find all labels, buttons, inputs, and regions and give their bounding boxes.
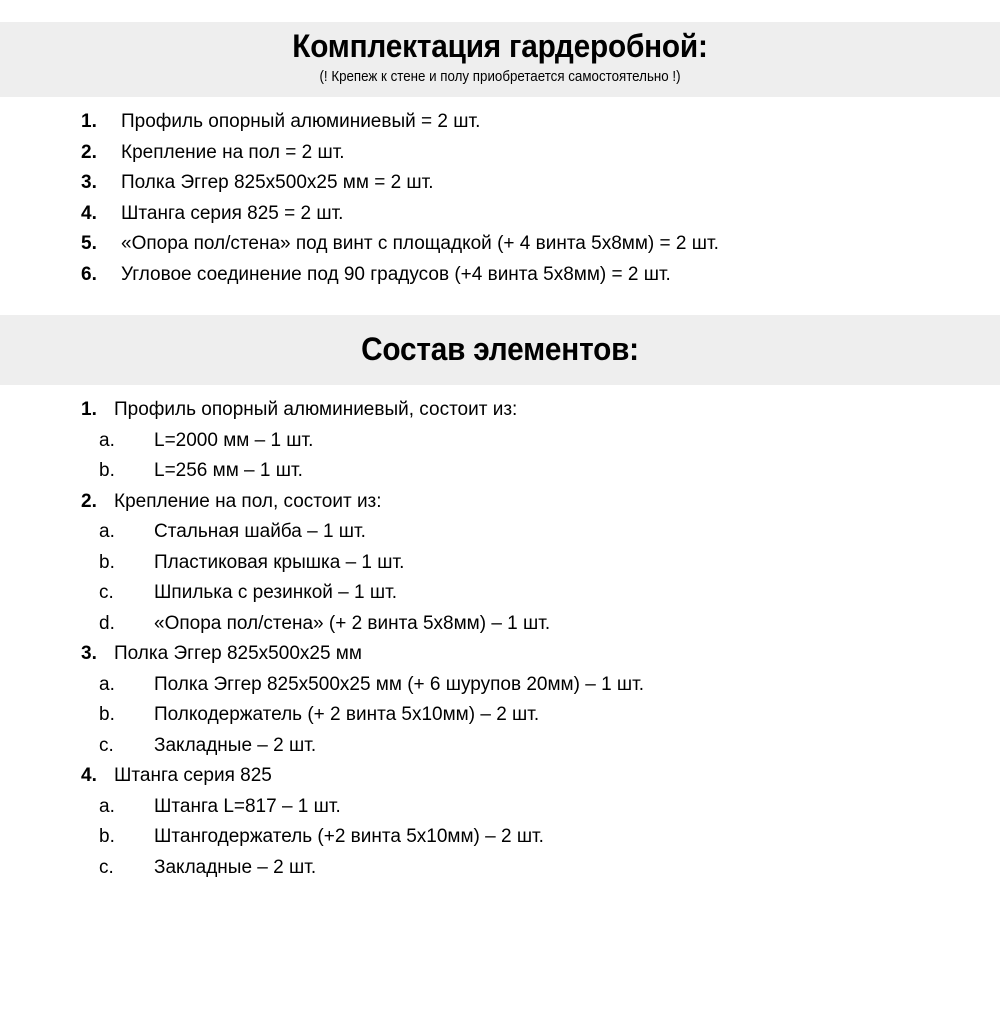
list-item-text: Крепление на пол, состоит из: xyxy=(114,490,382,512)
list-item-marker: 1. xyxy=(81,399,97,420)
list-item-text: Полка Эггер 825х500х25 мм = 2 шт. xyxy=(121,172,434,193)
list-item xyxy=(0,761,1000,792)
list-item xyxy=(0,639,1000,670)
section-2-title: Состав элементов: xyxy=(361,331,639,367)
section-1-subtitle: (! Крепеж к стене и полу приобретается самостоятельно !) xyxy=(319,69,681,85)
sub-list-item-text: Пластиковая крышка – 1 шт. xyxy=(154,551,405,573)
sub-list-item-text: Полкодержатель (+ 2 винта 5х10мм) – 2 шт. xyxy=(154,704,540,725)
sub-list-item-marker: c. xyxy=(99,856,114,878)
sub-list-item xyxy=(0,822,1000,853)
section-2-list xyxy=(0,385,1000,883)
sub-list-item-marker: a. xyxy=(99,521,115,542)
sub-list-item xyxy=(0,853,1000,884)
list-item-marker: 2. xyxy=(81,141,97,163)
sub-list-item-text: «Опора пол/стена» (+ 2 винта 5х8мм) – 1 шт. xyxy=(154,612,551,634)
list-item xyxy=(0,138,1000,169)
sub-list-item xyxy=(0,456,1000,487)
sub-list-item-marker: b. xyxy=(99,704,115,725)
list-item-marker: 3. xyxy=(81,172,97,193)
list-item-text: Полка Эггер 825х500х25 мм xyxy=(114,643,362,664)
section-1-list xyxy=(0,97,1000,290)
sub-list-item-marker: b. xyxy=(99,551,115,573)
sub-list-item xyxy=(0,578,1000,609)
sub-list-item xyxy=(0,426,1000,457)
sub-list-item xyxy=(0,731,1000,762)
sub-list-item-text: L=2000 мм – 1 шт. xyxy=(154,429,314,451)
sub-list-item-marker: c. xyxy=(99,734,114,756)
list-item xyxy=(0,168,1000,199)
sub-list-item xyxy=(0,517,1000,548)
list-item-text: Штанга серия 825 xyxy=(114,765,272,786)
list-item-text: Угловое соединение под 90 градусов (+4 винта 5х8мм) = 2 шт. xyxy=(121,263,671,285)
sub-list-item-marker: b. xyxy=(99,460,115,481)
list-item-marker: 5. xyxy=(81,233,97,254)
list-item-marker: 4. xyxy=(81,765,97,786)
document-page xyxy=(0,22,1000,1022)
list-item-marker: 3. xyxy=(81,643,97,664)
list-item-marker: 2. xyxy=(81,490,97,512)
section-1-title: Комплектация гардеробной: xyxy=(292,28,708,64)
list-item-marker: 6. xyxy=(81,263,97,285)
list-item-text: Профиль опорный алюминиевый = 2 шт. xyxy=(121,111,481,132)
section-1-banner xyxy=(0,22,1000,97)
list-item-text: Штанга серия 825 = 2 шт. xyxy=(121,202,344,224)
list-item-marker: 4. xyxy=(81,202,97,224)
list-item xyxy=(0,487,1000,518)
sub-list-item-marker: c. xyxy=(99,582,114,603)
sub-list-item-text: Полка Эггер 825х500х25 мм (+ 6 шурупов 20мм) – 1 шт. xyxy=(154,673,645,695)
sub-list-item-marker: a. xyxy=(99,673,115,695)
sub-list-item-marker: a. xyxy=(99,429,115,451)
sub-list-item xyxy=(0,609,1000,640)
list-item xyxy=(0,107,1000,138)
sub-list-item-text: Закладные – 2 шт. xyxy=(154,856,317,878)
sub-list-item-text: Штанга L=817 – 1 шт. xyxy=(154,795,341,817)
list-item-text: Крепление на пол = 2 шт. xyxy=(121,141,345,163)
sub-list-item-marker: a. xyxy=(99,795,115,817)
sub-list-item-marker: d. xyxy=(99,612,115,634)
list-item-text: «Опора пол/стена» под винт с площадкой (+ 4 винта 5х8мм) = 2 шт. xyxy=(121,233,719,254)
sub-list-item-text: Шпилька с резинкой – 1 шт. xyxy=(154,582,397,603)
sub-list-item-marker: b. xyxy=(99,826,115,847)
list-item xyxy=(0,260,1000,291)
list-item-marker: 1. xyxy=(81,111,97,132)
list-item xyxy=(0,229,1000,260)
sub-list-item xyxy=(0,700,1000,731)
sub-list-item-text: Закладные – 2 шт. xyxy=(154,734,317,756)
sub-list-item xyxy=(0,670,1000,701)
sub-list-item-text: Штангодержатель (+2 винта 5х10мм) – 2 шт. xyxy=(154,826,544,847)
list-item-text: Профиль опорный алюминиевый, состоит из: xyxy=(114,399,518,420)
sub-list-item xyxy=(0,548,1000,579)
list-item xyxy=(0,199,1000,230)
sub-list-item xyxy=(0,792,1000,823)
section-2-banner xyxy=(0,315,1000,385)
list-item xyxy=(0,395,1000,426)
sub-list-item-text: L=256 мм – 1 шт. xyxy=(154,460,303,481)
sub-list-item-text: Стальная шайба – 1 шт. xyxy=(154,521,366,542)
